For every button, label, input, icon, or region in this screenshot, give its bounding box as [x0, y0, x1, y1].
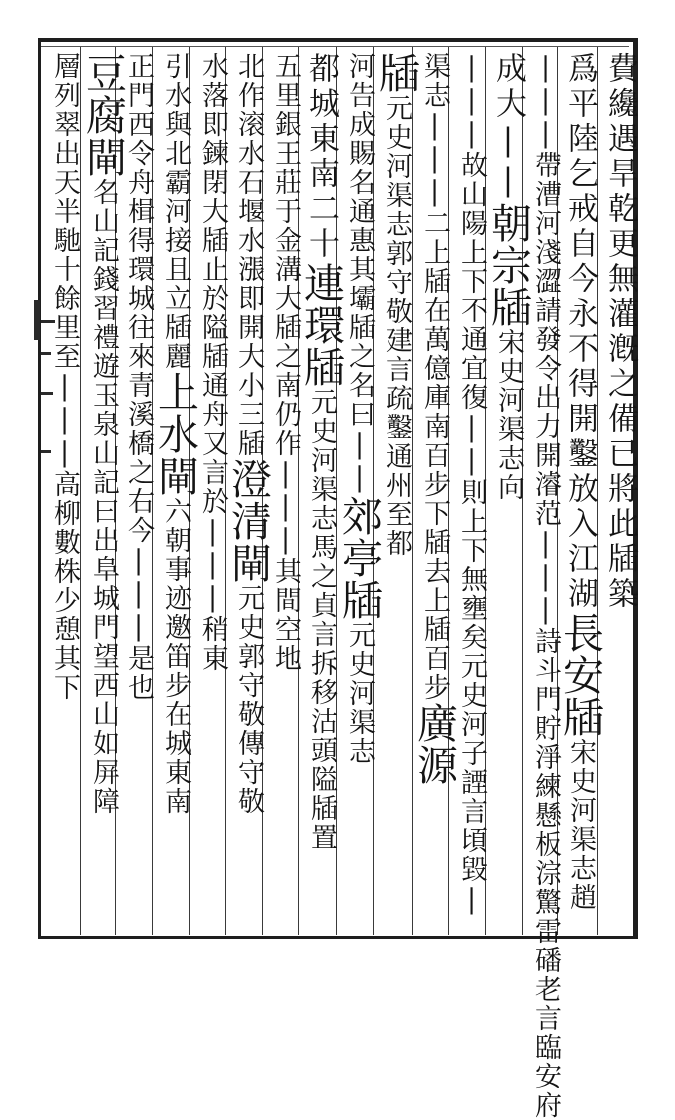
text-run: 又言於|||稍東	[197, 429, 228, 673]
text-column-3	[525, 52, 565, 1120]
text-run: |||故山陽上下不通宜復||則上下無壅矣元史河	[456, 52, 487, 739]
heading-shangshui-zha: 上水閘	[151, 371, 199, 497]
text-run: 宋史河渠志趙	[565, 738, 596, 912]
heading-zha: 牐	[372, 52, 420, 94]
heading-changan-zha: 長安牐	[556, 612, 604, 738]
text-run: 宋史河渠志向	[493, 328, 524, 502]
text-run: |||詩斗門貯淨練懸板淙驚雷	[530, 528, 561, 946]
text-column-6	[410, 52, 458, 930]
text-run: 費纔遇旱乾更無灌漑之備已將此牐築	[602, 52, 638, 612]
heading-chaozong-zha: 朝宗牐	[484, 202, 532, 328]
heading-guangyuan: 廣源	[410, 702, 458, 786]
text-run: |||帶漕河淺澀請發令出力開濬范	[530, 52, 561, 528]
frame-top-border	[38, 38, 636, 42]
text-run: 五里銀王莊	[270, 52, 301, 197]
text-run: 子諲言頃毀|	[456, 739, 487, 917]
text-column-11	[224, 52, 272, 930]
text-column-14	[118, 52, 158, 930]
text-run: 引水與北霸河接且立牐麗	[160, 52, 191, 371]
text-run: 成大||	[490, 52, 526, 202]
frame-left-border	[38, 38, 41, 938]
text-run: 元史河渠志馬之貞言拆移沽頭隘牐置	[306, 388, 337, 852]
text-column-15	[79, 52, 127, 930]
text-run: 層列翠出天半馳十餘里至|||高柳數株少憩其下	[49, 52, 80, 702]
text-column-9	[297, 52, 345, 930]
text-run: 北作滚水石堰水漲即開大小三牐	[233, 52, 264, 458]
heading-jiaoting-zha: 郊亭牐	[335, 495, 383, 621]
text-run: 元史河渠志郭守敬建言疏鑿通州至都	[381, 94, 412, 558]
text-run: 渠志|||二上牐在萬億庫南百步下牐去上牐百步	[419, 52, 450, 702]
text-column-8	[335, 52, 383, 930]
text-column-1	[600, 52, 640, 930]
text-column-5	[451, 52, 491, 930]
heading-chengqing-zha: 澄清閘	[224, 458, 272, 584]
text-run: 元史郭守敬傳守敬	[233, 584, 264, 816]
text-column-4	[484, 52, 532, 930]
text-run: 正門西令舟楫得環城往來	[123, 52, 154, 371]
frame-inner-rule	[41, 46, 629, 47]
text-run: 名山記錢習禮遊玉泉山記曰出阜城門望西山如屏障	[88, 178, 119, 816]
text-run: 六朝事迹邀笛步在城東南	[160, 497, 191, 816]
text-column-7	[372, 52, 420, 930]
scan-mark	[34, 300, 40, 340]
text-run: 元史河渠志	[344, 621, 375, 766]
text-column-16	[44, 52, 84, 930]
heading-doufu-zha: 豆腐閘	[79, 52, 127, 178]
text-run: 爲平陸乞戒自今永不得開鑿放入江湖	[562, 52, 598, 612]
heading-lianhuan-zha: 連環牐	[297, 262, 345, 388]
text-column-13	[151, 52, 199, 930]
text-run: 磻老言臨安府	[530, 946, 561, 1120]
text-run: 于金溝大牐之南仍作|||其間空地	[270, 197, 301, 673]
text-run: 青溪橋之右今|||是也	[123, 371, 154, 702]
text-run: 河告成賜名通惠其壩牐之名曰||	[344, 52, 375, 495]
text-run: 水落即鍊閉大牐止於隘牐通舟	[197, 52, 228, 429]
text-column-2	[556, 52, 604, 930]
text-run: 都城東南二十	[303, 52, 339, 262]
